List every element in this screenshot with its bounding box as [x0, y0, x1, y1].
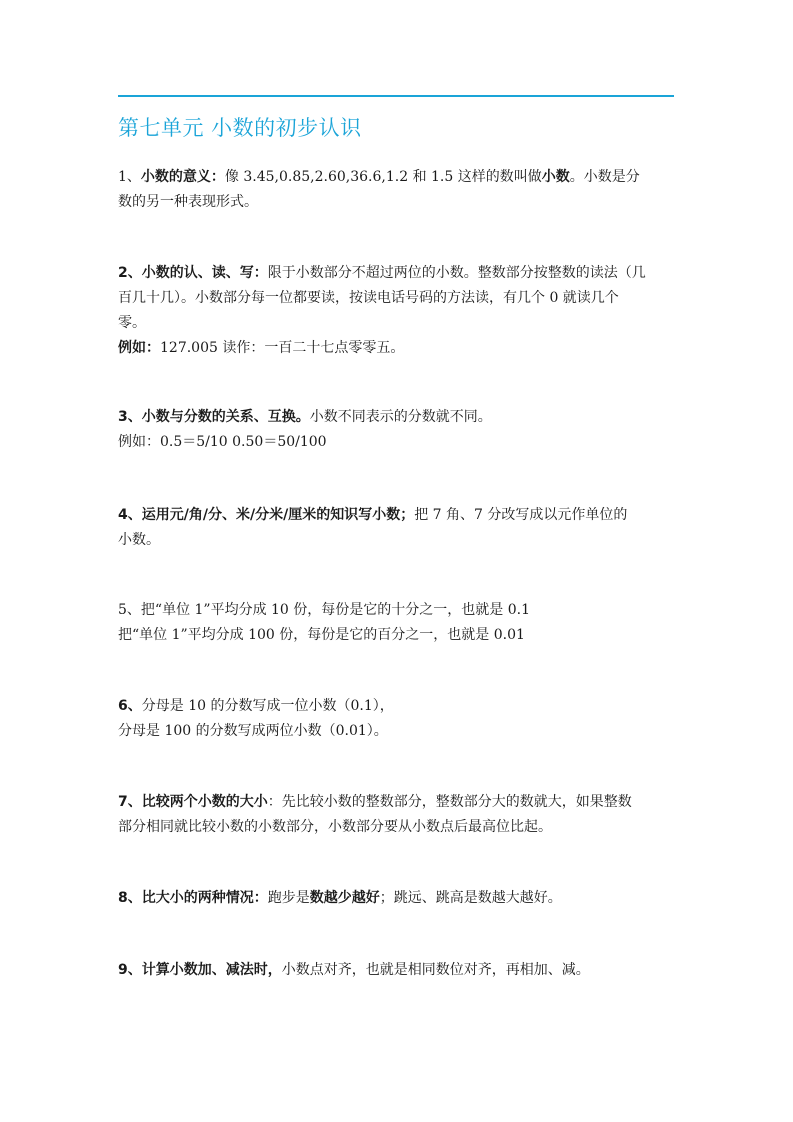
header-rule — [118, 95, 674, 97]
section-9-heading: 9、计算小数加、减法时， — [118, 962, 282, 978]
section-1-text-cont: 。小数是分 — [569, 169, 640, 185]
section-1-bold-term: 小数 — [541, 169, 570, 185]
section-5-line-2: 把“单位 1”平均分成 100 份，每份是它的百分之一，也就是 0.01 — [118, 627, 525, 643]
section-9-line-1 — [118, 958, 678, 983]
section-6 — [118, 694, 678, 744]
section-8-line-1 — [118, 886, 678, 911]
section-6-line-2: 分母是 100 的分数写成两位小数（0.01）。 — [118, 723, 388, 739]
section-5 — [118, 598, 678, 648]
section-8 — [118, 886, 678, 911]
section-2-line-3: 零。 — [118, 315, 146, 331]
section-6-text: 分母是 10 的分数写成一位小数（0.1）， — [141, 698, 394, 714]
section-7-text: ：先比较小数的整数部分，整数部分大的数就大，如果整数 — [267, 794, 632, 810]
section-2-example — [118, 336, 678, 361]
section-4-text: 把 7 角、7 分改写成以元作单位的 — [414, 507, 628, 523]
section-4-line-2: 小数。 — [118, 532, 160, 548]
section-8-bold-term: 数越少越好 — [309, 890, 380, 906]
page-title: 第七单元 小数的初步认识 — [118, 116, 362, 140]
section-9 — [118, 958, 678, 983]
section-2-line-2: 百几十几）。小数部分每一位都要读，按读电话号码的方法读，有几个 0 就读几个 — [118, 290, 619, 306]
section-2-text: 限于小数部分不超过两位的小数。整数部分按整数的读法（几 — [267, 265, 646, 281]
section-2-heading: 2、小数的认、读、写： — [118, 265, 268, 281]
section-4 — [118, 503, 678, 553]
section-2-example-text: 127.005 读作：一百二十七点零零五。 — [160, 340, 405, 356]
section-4-heading: 4、运用元/角/分、米/分米/厘米的知识写小数； — [118, 507, 415, 523]
section-2 — [118, 261, 678, 361]
section-1-line-1 — [118, 165, 678, 190]
section-6-line-1 — [118, 694, 678, 719]
section-1-line-2: 数的另一种表现形式。 — [118, 194, 258, 210]
section-3-line-1 — [118, 405, 678, 430]
section-7-line-1 — [118, 790, 678, 815]
section-9-text: 小数点对齐，也就是相同数位对齐，再相加、减。 — [281, 962, 590, 978]
section-8-text-cont: ；跳远、跳高是数越大越好。 — [379, 890, 562, 906]
section-3-heading: 3、小数与分数的关系、互换。 — [118, 409, 310, 425]
section-3-text: 小数不同表示的分数就不同。 — [309, 409, 492, 425]
section-5-line-1: 5、把“单位 1”平均分成 10 份，每份是它的十分之一，也就是 0.1 — [118, 602, 531, 618]
section-7-heading: 7、比较两个小数的大小 — [118, 794, 268, 810]
section-3-line-2: 例如：0.5＝5/10 0.50＝50/100 — [118, 434, 327, 450]
section-7 — [118, 790, 678, 840]
section-3 — [118, 405, 678, 455]
section-1-text: 像 3.45,0.85,2.60,36.6,1.2 和 1.5 这样的数叫做 — [224, 169, 542, 185]
section-8-heading: 8、比大小的两种情况： — [118, 890, 268, 906]
section-7-line-2: 部分相同就比较小数的小数部分，小数部分要从小数点后最高位比起。 — [118, 819, 552, 835]
section-6-heading: 6、 — [118, 698, 142, 714]
section-1-number: 1、 — [118, 169, 141, 185]
section-1 — [118, 165, 678, 215]
section-4-line-1 — [118, 503, 678, 528]
section-8-text: 跑步是 — [267, 890, 310, 906]
section-1-heading: 小数的意义： — [140, 169, 225, 185]
section-2-line-1 — [118, 261, 678, 286]
section-2-example-label: 例如： — [118, 340, 160, 356]
